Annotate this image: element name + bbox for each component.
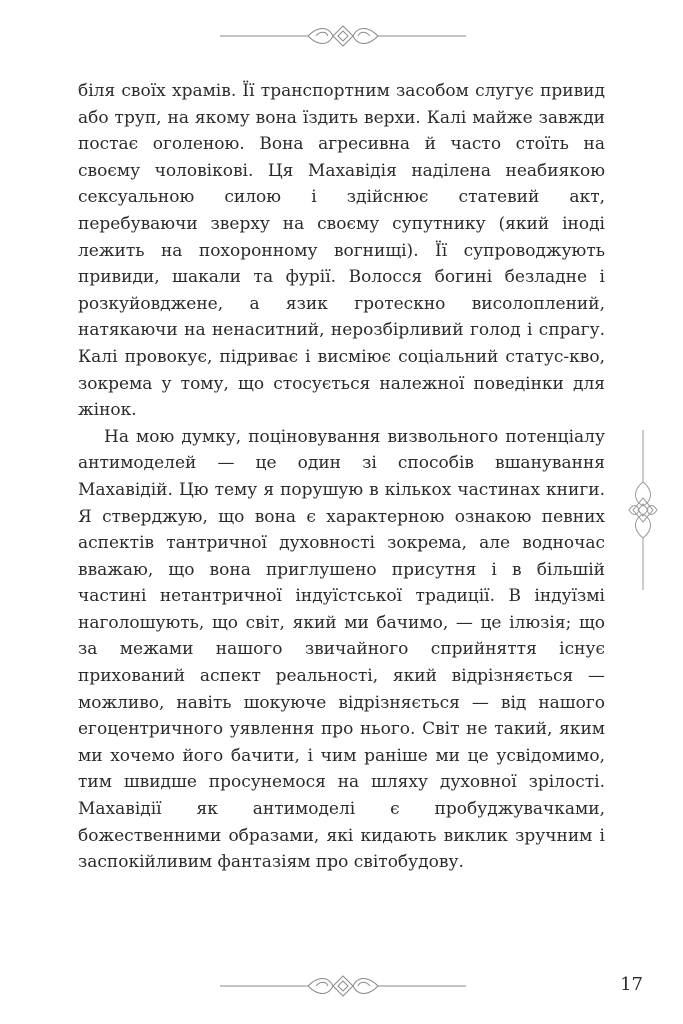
paragraph-2: На мою думку, поціновування визвольного потенціалу антимоделей — це один зі способів вшанування Махавідій. Цю тему я порушую в кількох частинах книги. Я стверджую, що вона є характерною ознакою певних аспектів тантричної духовності зокрема, але водночас вважаю, що вона приглушено присутня і в більшій частині нетантричної індуїстської традиції. В індуїзмі наголошують, що світ, який ми бачимо, — це ілюзія; що за межами нашого звичайного сприйняття існує прихований аспект реальності, який відрізняється — можливо, навіть шокуюче відрізняється — від нашого егоцентричного уявлення про нього. Світ не такий, яким ми хочемо його бачити, і чим раніше ми це усвідомимо, тим швидше просунемося на шляху духовної зрілості. Махавідії як антимоделі є пробуджувачками, божественними образами, які кидають виклик зручним і заспокійливим фантазіям про світобудову. xyxy=(78,426,605,873)
bottom-ornament xyxy=(220,972,466,1000)
side-ornament xyxy=(623,430,663,590)
paragraph-1: біля своїх храмів. Її транспортним засобом слугує привид або труп, на якому вона їздить верхи. Калі майже завжди постає оголеною. Вона агресивна й часто стоїть на своєму чоловікові. Ця Махавідія наділена неабиякою сексуальною силою і здійснює статевий акт, перебуваючи зверху на своєму супутнику (який іноді лежить на похоронному вогнищі). Її супроводжують привиди, шакали та фурії. Волосся богині безладне і розкуйовджене, а язик гротескно висолоплений, натякаючи на ненаситний, нерозбірливий голод і спрагу. Калі провокує, підриває і висміює соціальний статус-кво, зокрема у тому, що стосується належної поведінки для жінок. xyxy=(78,81,605,421)
top-ornament xyxy=(220,22,466,50)
body-text xyxy=(78,78,605,876)
page-number: 17 xyxy=(620,974,643,995)
